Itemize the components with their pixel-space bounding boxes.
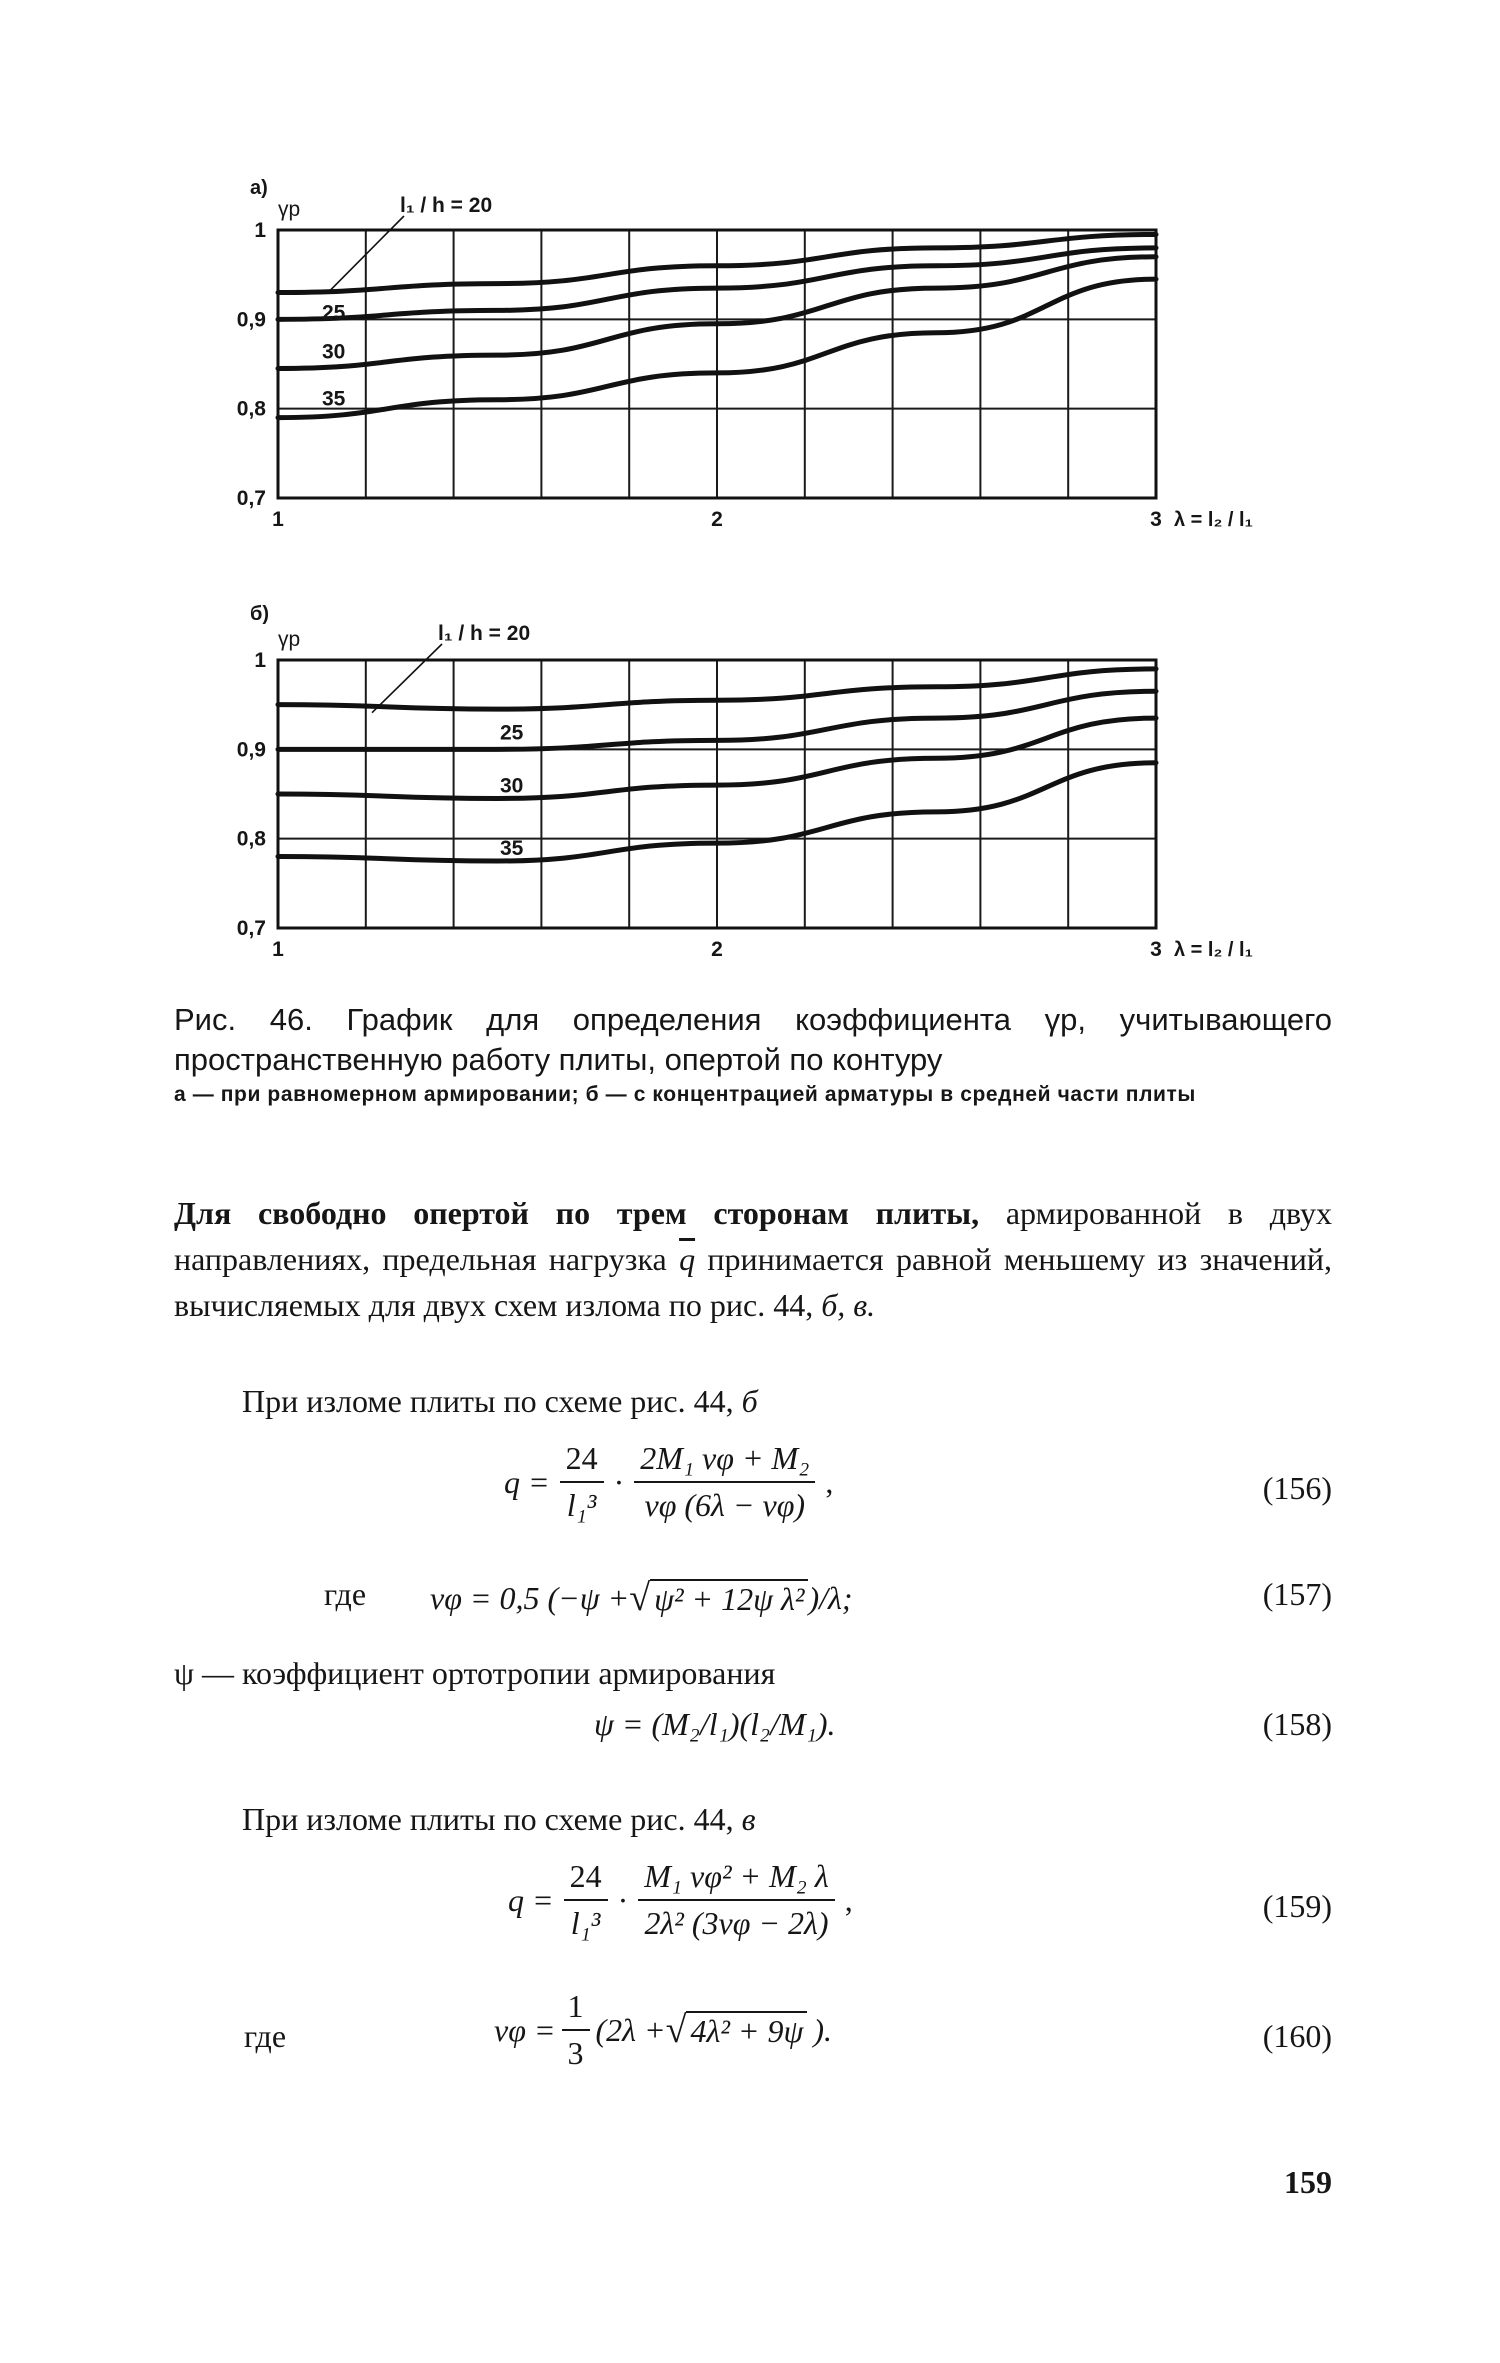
y-tick-label: 0,9 bbox=[236, 308, 266, 332]
formula-159 bbox=[174, 1858, 1332, 1958]
multiply-dot: · bbox=[613, 1463, 625, 1500]
root-sign: √ bbox=[665, 2009, 687, 2051]
paragraph-text: принимается равной меньшему из значений, вычисляемых для двух схем излома по рис. 44, bbox=[174, 1241, 1333, 1323]
fraction bbox=[638, 1858, 835, 1942]
formula-lhs: q = bbox=[504, 1463, 550, 1500]
formula-158 bbox=[174, 1706, 1332, 1756]
formula-156 bbox=[174, 1440, 1332, 1540]
x-axis-label: λ = l₂ / l₁ bbox=[1174, 509, 1253, 531]
equation-number: (159) bbox=[1262, 1888, 1332, 1924]
denominator: νφ (6λ − νφ) bbox=[644, 1487, 806, 1523]
y-tick-label: 0,8 bbox=[236, 397, 266, 421]
x-tick-label: 1 bbox=[272, 938, 284, 961]
equation-number: (160) bbox=[1262, 2018, 1332, 2054]
formula-expression: νφ = 0,5 (−ψ + bbox=[430, 1579, 630, 1616]
y-tick-label: 0,9 bbox=[236, 738, 266, 762]
y-tick-label: 1 bbox=[254, 649, 266, 672]
psi-definition: ψ — коэффициент ортотропии армирования bbox=[174, 1655, 776, 1691]
formula-lhs: q = bbox=[508, 1881, 554, 1918]
multiply-dot: · bbox=[617, 1881, 629, 1918]
chart-a-svg bbox=[0, 170, 1500, 550]
equation-number: (157) bbox=[1262, 1576, 1332, 1612]
y-tick-label: 1 bbox=[254, 219, 266, 242]
equation-number: (158) bbox=[1262, 1706, 1332, 1742]
y-tick-label: 0,7 bbox=[236, 487, 266, 510]
chart-a bbox=[0, 170, 1500, 550]
figure-reference: б, в. bbox=[813, 1287, 876, 1323]
series-label-leader bbox=[372, 644, 442, 713]
fraction bbox=[634, 1440, 815, 1524]
denominator: l₁³ bbox=[566, 1487, 597, 1523]
formula-tail: , bbox=[844, 1881, 853, 1918]
numerator: 24 bbox=[564, 1858, 608, 1901]
formula-expression: ). bbox=[813, 2011, 833, 2048]
fraction bbox=[560, 1440, 604, 1524]
denominator: l₁³ bbox=[570, 1905, 601, 1941]
y-tick-label: 0,7 bbox=[236, 917, 266, 940]
figure-reference: в bbox=[733, 1801, 756, 1837]
series-label: 35 bbox=[322, 387, 346, 411]
series-label: 30 bbox=[500, 774, 524, 798]
series-label: l₁ / h = 20 bbox=[400, 194, 493, 217]
x-tick-label: 2 bbox=[711, 938, 723, 961]
formula-160 bbox=[174, 1988, 1332, 2088]
paragraph-scheme-v bbox=[242, 1796, 1332, 1842]
x-tick-label: 1 bbox=[272, 508, 284, 531]
panel-letter: б) bbox=[250, 603, 270, 625]
numerator: 2M₁ νφ + M₂ bbox=[634, 1440, 815, 1483]
formula-expression: ψ = (M₂/l₁)(l₂/M₁). bbox=[594, 1706, 836, 1742]
root-radicand: 4λ² + 9ψ bbox=[686, 2011, 807, 2050]
paragraph-text: При изломе плиты по схеме рис. 44, bbox=[242, 1383, 734, 1419]
x-tick-label: 3 bbox=[1150, 938, 1162, 961]
denominator: 2λ² (3νφ − 2λ) bbox=[644, 1905, 829, 1941]
figure-caption-title: Рис. 46. График для определения коэффициента γp, учитывающего пространственную работу плиты, опертой по контуру bbox=[174, 1002, 1332, 1077]
series-label: 25 bbox=[500, 721, 524, 745]
chart-b bbox=[0, 600, 1500, 980]
series-label-leader bbox=[330, 216, 404, 291]
formula-expression: )/λ; bbox=[808, 1579, 853, 1616]
formula-lhs: νφ = bbox=[494, 2011, 556, 2048]
paragraph-three-sides bbox=[174, 1190, 1332, 1328]
paragraph-scheme-b bbox=[242, 1378, 1332, 1424]
y-tick-label: 0,8 bbox=[236, 827, 266, 851]
y-axis-label: γp bbox=[278, 628, 301, 651]
x-axis-label: λ = l₂ / l₁ bbox=[1174, 939, 1253, 961]
where-word: где bbox=[244, 2018, 287, 2054]
x-tick-label: 3 bbox=[1150, 508, 1162, 531]
denominator: 3 bbox=[567, 2035, 584, 2071]
numerator: 1 bbox=[562, 1988, 590, 2031]
fraction bbox=[564, 1858, 608, 1942]
root-sign: √ bbox=[629, 1577, 651, 1619]
series-label: l₁ / h = 20 bbox=[438, 622, 531, 645]
series-label: 25 bbox=[322, 301, 346, 325]
formula-tail: , bbox=[825, 1463, 834, 1500]
series-label: 35 bbox=[500, 837, 524, 860]
paragraph-text: армированной в двух направлениях, предельная нагрузка bbox=[174, 1195, 1333, 1277]
paragraph-bold-lead: Для свободно опертой по трем сторонам плиты, bbox=[174, 1195, 980, 1231]
numerator: M₁ νφ² + M₂ λ bbox=[638, 1858, 835, 1901]
y-axis-label: γp bbox=[278, 198, 301, 221]
root-radicand: ψ² + 12ψ λ² bbox=[650, 1579, 808, 1618]
panel-letter: а) bbox=[250, 177, 268, 199]
page-number: 159 bbox=[1284, 2164, 1332, 2200]
figure-caption-subtitle: а — при равномерном армировании; б — с концентрацией арматуры в средней части плиты bbox=[174, 1083, 1196, 1106]
figure-reference: б bbox=[733, 1383, 758, 1419]
fraction bbox=[562, 1988, 590, 2072]
x-tick-label: 2 bbox=[711, 508, 723, 531]
formula-expression: (2λ + bbox=[595, 2011, 666, 2048]
series-label: 30 bbox=[322, 340, 346, 364]
formula-157 bbox=[174, 1570, 1332, 1630]
where-word: где bbox=[324, 1576, 367, 1612]
numerator: 24 bbox=[560, 1440, 604, 1483]
equation-number: (156) bbox=[1262, 1470, 1332, 1506]
q-symbol: $\overline{q}$ bbox=[679, 1241, 696, 1277]
paragraph-text: При изломе плиты по схеме рис. 44, bbox=[242, 1801, 734, 1837]
chart-b-svg bbox=[0, 600, 1500, 980]
